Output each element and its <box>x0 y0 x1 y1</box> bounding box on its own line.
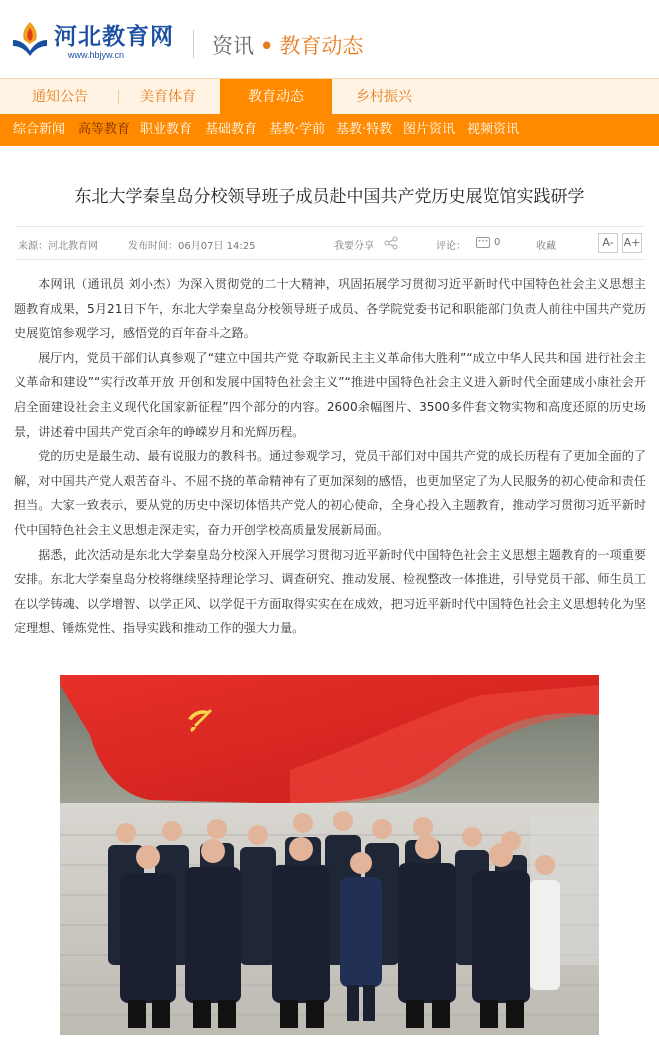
article-meta-bar <box>16 226 644 260</box>
primary-nav <box>0 78 659 114</box>
favorite-button[interactable]: 收藏 <box>536 241 556 252</box>
article-title: 东北大学秦皇岛分校领导班子成员赴中国共产党历史展览馆实践研学 <box>74 187 585 207</box>
nav-divider <box>118 90 119 104</box>
article-source: 来源：河北教育网 <box>18 241 98 252</box>
nav-item-notices[interactable]: 通知公告 <box>32 89 88 105</box>
subnav-item-preschool[interactable]: 基教·学前 <box>269 122 326 137</box>
article-paragraph: 本网讯（通讯员 刘小杰）为深入贯彻党的二十大精神，巩固拓展学习贯彻习近平新时代中国特色社会主义思想主题教育成果，5月21日下午，东北大学秦皇岛分校领导班子成员、各学院党委书记和职能部门负责人前往中国共产党历史展览馆参观学习，感悟党的百年奋斗之路。 <box>14 277 646 341</box>
site-header <box>0 0 659 78</box>
share-label[interactable]: 我要分享 <box>334 241 374 252</box>
article-body <box>14 272 646 641</box>
subnav-item-basic[interactable]: 基础教育 <box>205 122 258 137</box>
subsection-label[interactable]: 教育动态 <box>279 34 364 58</box>
article-paragraph: 据悉，此次活动是东北大学秦皇岛分校深入开展学习贯彻习近平新时代中国特色社会主义思想主题教育的一项重要安排。东北大学秦皇岛分校将继续坚持理论学习、调查研究、推动发展、检视整改一体推进，引导党员干部、师生员工在以学铸魂、以学增智、以学正风、以学促干方面取得实实在在成效，把习近平新时代中国特色社会主义思想转化为坚定理想、锤炼党性、指导实践和推动工作的强大力量。 <box>14 547 646 636</box>
header-divider <box>193 30 194 58</box>
comment-count[interactable]: 0 <box>494 237 501 248</box>
font-smaller-button[interactable]: A- <box>598 233 618 253</box>
comment-icon[interactable]: ••• <box>476 237 490 248</box>
article-photo <box>60 675 599 1035</box>
nav-item-rural[interactable]: 乡村振兴 <box>356 89 412 105</box>
nav-item-arts-sports[interactable]: 美育体育 <box>140 89 196 105</box>
font-larger-button[interactable]: A+ <box>622 233 642 253</box>
comment-label: 评论： <box>436 241 466 252</box>
nav-item-edu-news[interactable]: 教育动态 <box>220 79 332 115</box>
subnav-item-photos[interactable]: 图片资讯 <box>403 122 456 137</box>
section-heading <box>212 30 363 60</box>
article-paragraph: 展厅内，党员干部们认真参观了“建立中国共产党 夺取新民主主义革命伟大胜利”“成立中华人民共和国 进行社会主义革命和建设”“实行改革开放 开创和发展中国特色社会主义”“推进中国特色社会主义进入新时代全面建成小康社会开启全面建设社会主义现代化国家新征程”四个部分的内容。2600余幅图片、3500多件套文物实物和高度还原的历史场景，讲述着中国共产党百余年的峥嵘岁月和光辉历程。 <box>14 350 646 439</box>
secondary-nav <box>0 114 659 146</box>
subnav-item-videos[interactable]: 视频资讯 <box>467 122 520 137</box>
logo-text: 河北教育网 <box>54 24 174 50</box>
subnav-item-special[interactable]: 基教·特教 <box>336 122 393 137</box>
share-icon[interactable] <box>384 236 398 250</box>
separator-dot-icon: • <box>260 34 274 58</box>
article-paragraph: 党的历史是最生动、最有说服力的教科书。通过参观学习，党员干部们对中国共产党的成长历程有了更加全面的了解，对中国共产党人艰苦奋斗、不屈不挠的革命精神有了更加深刻的感悟，也更加坚定了为人民服务的初心使命和责任担当。大家一致表示，要从党的历史中深切体悟共产党人的初心使命，全身心投入主题教育，推动学习贯彻习近平新时代中国特色社会主义思想走深走实，奋力开创学校高质量发展新局面。 <box>14 449 646 537</box>
logo-emblem-icon <box>10 18 50 58</box>
logo-url: www.hbjyw.cn <box>68 50 125 60</box>
section-label[interactable]: 资讯 <box>212 34 254 58</box>
subnav-item-higher-edu[interactable]: 高等教育 <box>78 122 131 137</box>
group-photo-image <box>60 675 599 1035</box>
subnav-item-vocational[interactable]: 职业教育 <box>140 122 193 137</box>
publish-time: 发布时间：06月07日 14:25 <box>128 241 256 252</box>
site-logo[interactable] <box>10 16 180 66</box>
subnav-item-general[interactable]: 综合新闻 <box>13 122 66 137</box>
